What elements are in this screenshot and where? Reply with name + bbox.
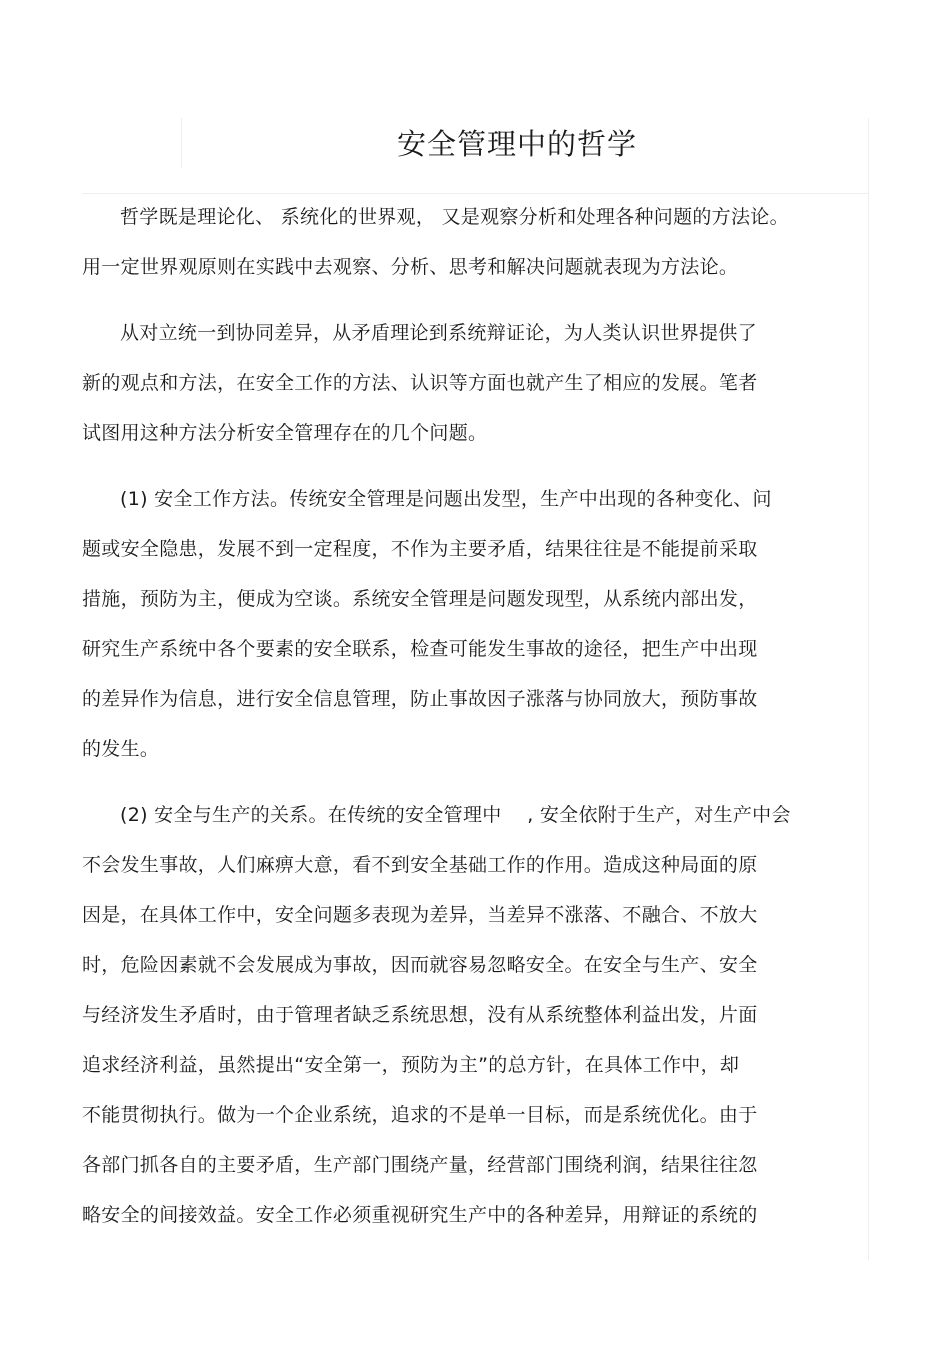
paragraph-line: 题或安全隐患，发展不到一定程度，不作为主要矛盾，结果往往是不能提前采取 xyxy=(82,538,758,560)
paragraph-line: 措施，预防为主，便成为空谈。系统安全管理是问题发现型，从系统内部出发， xyxy=(82,588,758,610)
paragraph-line: 的发生。 xyxy=(82,738,160,760)
paragraph-2 xyxy=(82,308,852,458)
paragraph-line: 用一定世界观原则在实践中去观察、分析、思考和解决问题就表现为方法论。 xyxy=(82,256,739,278)
paragraph-1 xyxy=(82,192,852,292)
paragraph-line: 从对立统一到协同差异，从矛盾理论到系统辩证论，为人类认识世界提供了 xyxy=(120,322,757,344)
paragraph-3 xyxy=(82,474,852,774)
paragraph-line: 不能贯彻执行。做为一个企业系统，追求的不是单一目标，而是系统优化。由于 xyxy=(82,1104,758,1126)
paragraph-line: 哲学既是理论化、 系统化的世界观， 又是观察分析和处理各种问题的方法论。 xyxy=(120,206,789,228)
paragraph-line: 不会发生事故，人们麻痹大意，看不到安全基础工作的作用。造成这种局面的原 xyxy=(82,854,758,876)
document-title: 安全管理中的哲学 xyxy=(396,127,637,161)
paragraph-line: 的差异作为信息，进行安全信息管理，防止事故因子涨落与协同放大，预防事故 xyxy=(82,688,758,710)
paragraph-line: (2) 安全与生产的关系。在传统的安全管理中 , 安全依附于生产，对生产中会 xyxy=(120,804,791,826)
paragraph-line: 与经济发生矛盾时，由于管理者缺乏系统思想，没有从系统整体利益出发，片面 xyxy=(82,1004,758,1026)
paragraph-line: 试图用这种方法分析安全管理存在的几个问题。 xyxy=(82,422,488,444)
paragraph-line: 略安全的间接效益。安全工作必须重视研究生产中的各种差异，用辩证的系统的 xyxy=(82,1204,758,1226)
document-body xyxy=(82,192,852,1256)
paragraph-line: (1) 安全工作方法。传统安全管理是问题出发型，生产中出现的各种变化、问 xyxy=(120,488,772,510)
paragraph-line: 研究生产系统中各个要素的安全联系，检查可能发生事故的途径，把生产中出现 xyxy=(82,638,758,660)
paragraph-line: 新的观点和方法，在安全工作的方法、认识等方面也就产生了相应的发展。笔者 xyxy=(82,372,758,394)
frame-line-right xyxy=(868,118,869,1260)
paragraph-line: 追求经济利益，虽然提出“安全第一，预防为主”的总方针，在具体工作中，却 xyxy=(82,1054,740,1076)
paragraph-line: 各部门抓各自的主要矛盾，生产部门围绕产量，经营部门围绕利润，结果往往忽 xyxy=(82,1154,758,1176)
paragraph-line: 因是，在具体工作中，安全问题多表现为差异，当差异不涨落、不融合、不放大 xyxy=(82,904,758,926)
paragraph-4 xyxy=(82,790,852,1240)
paragraph-line: 时，危险因素就不会发展成为事故，因而就容易忽略安全。在安全与生产、安全 xyxy=(82,954,758,976)
